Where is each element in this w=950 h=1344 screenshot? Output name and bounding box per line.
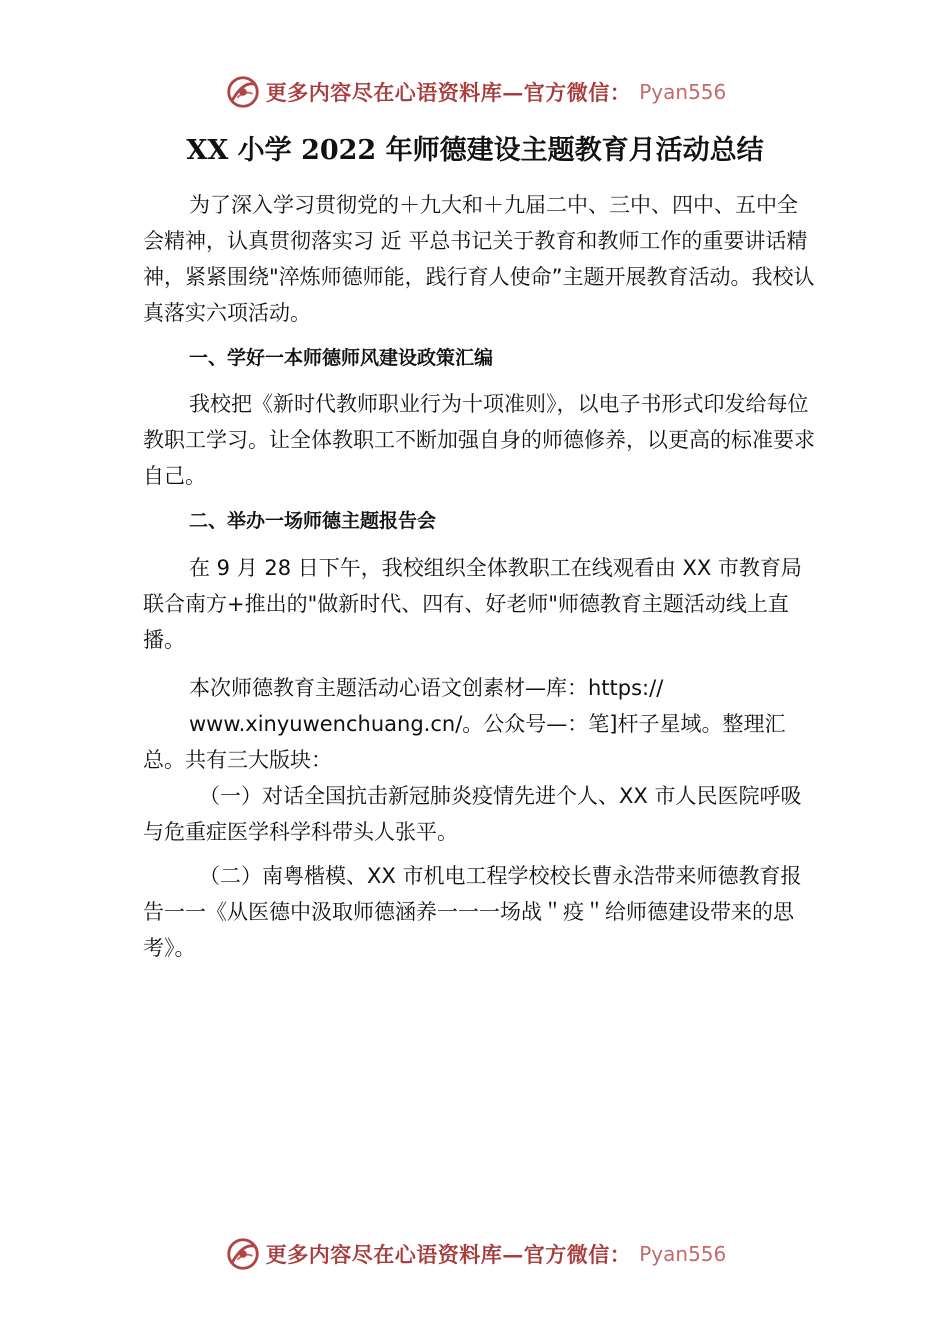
section1-paragraph: 我校把《新时代教师职业行为十项准则》，以电子书形式印发给每位教职工学习。让全体教职工不断加强自身的师德修养，以更高的标准要求自己。 <box>143 392 815 488</box>
item2-paragraph: （二）南粤楷模、XX 市机电工程学校校长曹永浩带来师德教育报告一一《从医德中汲取师德涵养一一一场战＂疫＂给师德建设带来的思考》。 <box>143 864 802 960</box>
banner-wechat-id: Pyan556 <box>639 1242 727 1266</box>
banner-text: 更多内容尽在心语资料库—官方微信： <box>265 80 632 105</box>
section2-heading-block <box>143 503 815 539</box>
footer-banner <box>0 1232 950 1276</box>
source-note-line1: 本次师德教育主题活动心语文创素材—库：https:// <box>189 676 664 700</box>
banner-wechat-id: Pyan556 <box>639 80 727 104</box>
section2-paragraph-block <box>143 550 815 658</box>
section2-heading: 二、举办一场师德主题报告会 <box>189 510 437 532</box>
source-note-block <box>143 670 815 778</box>
document-title: XX 小学 2022 年师德建设主题教育月活动总结 <box>186 135 764 166</box>
section1-heading: 一、学好一本师德师风建设政策汇编 <box>189 347 494 369</box>
intro-paragraph-block <box>143 187 815 331</box>
banner-text: 更多内容尽在心语资料库—官方微信： <box>265 1242 632 1267</box>
header-banner <box>0 70 950 114</box>
item1-block <box>143 778 815 850</box>
logo-icon <box>224 1235 262 1273</box>
item1-paragraph: （一）对话全国抗击新冠肺炎疫情先进个人、XX 市人民医院呼吸与危重症医学科学科带头人张平。 <box>143 784 802 844</box>
item2-block <box>143 858 815 966</box>
section1-paragraph-block <box>143 386 815 494</box>
section2-paragraph: 在 9 月 28 日下午，我校组织全体教职工在线观看由 XX 市教育局联合南方+推出的"做新时代、四有、好老师"师德教育主题活动线上直播。 <box>143 556 802 652</box>
logo-icon <box>224 73 262 111</box>
section1-heading-block <box>143 340 815 376</box>
intro-paragraph: 为了深入学习贯彻党的＋九大和＋九届二中、三中、四中、五中全会精神，认真贯彻落实习 近 平总书记关于教育和教师工作的重要讲话精神，紧紧围绕"淬炼师德师能，践行育人使命”主题开展教育活动。我校认真落实六项活动。 <box>143 193 815 325</box>
source-note-line2: www.xinyuwenchuang.cn/。公众号—：笔]杆子星域。整理汇总。共有三大版块： <box>143 712 786 772</box>
